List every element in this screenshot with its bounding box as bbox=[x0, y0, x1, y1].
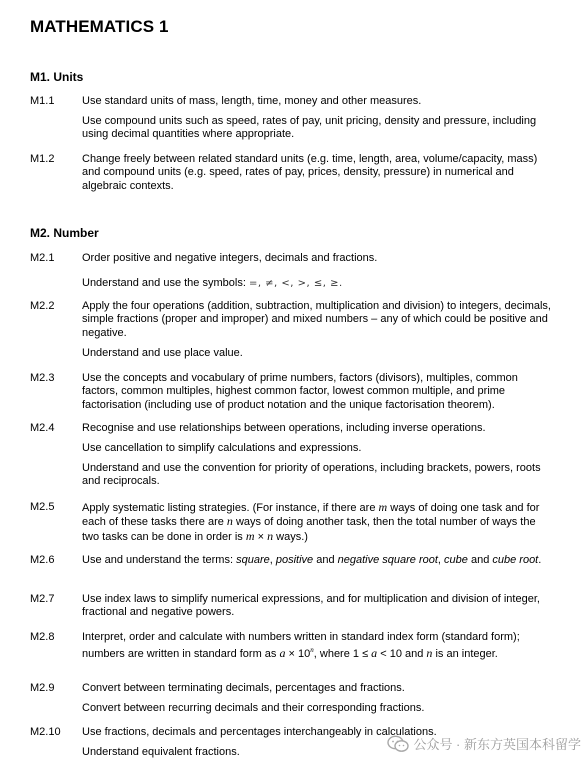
term-square: square bbox=[236, 554, 270, 566]
variable-n: n bbox=[267, 528, 274, 543]
variable-n: n bbox=[226, 514, 233, 529]
item-paragraph bbox=[82, 277, 554, 290]
item-paragraph: Use cancellation to simplify calculations and expressions. bbox=[82, 442, 362, 454]
item-code: M2.7 bbox=[30, 593, 55, 605]
item-code: M2.6 bbox=[30, 554, 55, 566]
item-paragraph: Order positive and negative integers, decimals and fractions. bbox=[82, 252, 378, 264]
exponent-n: n bbox=[310, 646, 314, 655]
item-paragraph: Use fractions, decimals and percentages interchangeably in calculations. bbox=[82, 726, 437, 738]
variable-a: a bbox=[371, 646, 378, 661]
item-paragraph: Change freely between related standard units (e.g. time, length, area, volume/capacity, mass) and compound units (e.g. speed, rates of pay, prices, density, pressure) in numerical and algebraic contexts. bbox=[82, 153, 538, 192]
item-paragraph: Understand and use place value. bbox=[82, 347, 243, 359]
item-paragraph: Use compound units such as speed, rates of pay, unit pricing, density and pressure, including using decimal quantities where appropriate. bbox=[82, 115, 537, 141]
term-cube: cube bbox=[444, 554, 468, 566]
item-code: M2.1 bbox=[30, 252, 55, 264]
variable-m: m bbox=[245, 528, 255, 543]
term-positive: positive bbox=[275, 554, 314, 566]
variable-a: a bbox=[279, 646, 286, 661]
term-negative-square-root: negative square root bbox=[337, 554, 438, 566]
wechat-icon bbox=[387, 735, 409, 753]
item-code: M2.9 bbox=[30, 682, 55, 694]
document-title: MATHEMATICS 1 bbox=[30, 17, 169, 36]
item-paragraph: Understand equivalent fractions. bbox=[82, 746, 240, 758]
item-code: M2.5 bbox=[30, 501, 55, 513]
watermark bbox=[387, 734, 581, 753]
item-code: M2.4 bbox=[30, 422, 55, 434]
item-paragraph: Interpret, order and calculate with numbers written in standard index form (standard form); numbers are written in standard form as $a \times 10^n$, where 1 ≤ a < 10 and n is an integer. bbox=[82, 631, 520, 661]
item-paragraph: Recognise and use relationships between operations, including inverse operations. bbox=[82, 422, 486, 434]
item-paragraph: Apply systematic listing strategies. (For instance, if there are m ways of doing one task and for each of these tasks there are n ways of doing another task, then the total number of ways the two tasks can be done in order is m × n ways.) bbox=[82, 500, 540, 543]
item-paragraph: Use index laws to simplify numerical expressions, and for multiplication and division of integer, fractional and negative powers. bbox=[82, 593, 540, 619]
item-code: M1.1 bbox=[30, 95, 55, 107]
item-code: M1.2 bbox=[30, 153, 55, 165]
item-code: M2.3 bbox=[30, 372, 55, 384]
item-paragraph: Convert between terminating decimals, percentages and fractions. bbox=[82, 682, 405, 694]
item-code: M2.10 bbox=[30, 726, 61, 738]
variable-n: n bbox=[426, 646, 433, 661]
watermark-text: 公众号 · 新东方英国本科留学 bbox=[413, 737, 581, 752]
section-heading-m1: M1. Units bbox=[30, 70, 84, 84]
item-paragraph: Apply the four operations (addition, subtraction, multiplication and division) to integers, decimals, simple fractions (proper and improper) and mixed numbers – any of which could be positive and negative. bbox=[82, 300, 551, 339]
section-heading-m2: M2. Number bbox=[30, 226, 99, 240]
item-paragraph: Use the concepts and vocabulary of prime numbers, factors (divisors), multiples, common factors, common multiples, highest common factor, lowest common multiple, and prime factorisation (including use of product notation and the unique factorisation theorem). bbox=[82, 372, 518, 411]
item-paragraph: Use and understand the terms: square, positive and negative square root, cube and cube root. bbox=[82, 554, 542, 566]
symbols-intro: Understand and use the symbols: bbox=[82, 277, 246, 289]
item-code: M2.2 bbox=[30, 300, 55, 312]
term-cube-root: cube root bbox=[492, 554, 539, 566]
item-paragraph: Convert between recurring decimals and their corresponding fractions. bbox=[82, 702, 425, 714]
item-paragraph: Use standard units of mass, length, time, money and other measures. bbox=[82, 95, 422, 107]
item-paragraph: Understand and use the convention for priority of operations, including brackets, powers, roots and reciprocals. bbox=[82, 462, 541, 488]
math-symbols: =, ≠, <, >, ≤, ≥. bbox=[248, 278, 343, 289]
item-code: M2.8 bbox=[30, 631, 55, 643]
variable-m: m bbox=[378, 500, 388, 514]
